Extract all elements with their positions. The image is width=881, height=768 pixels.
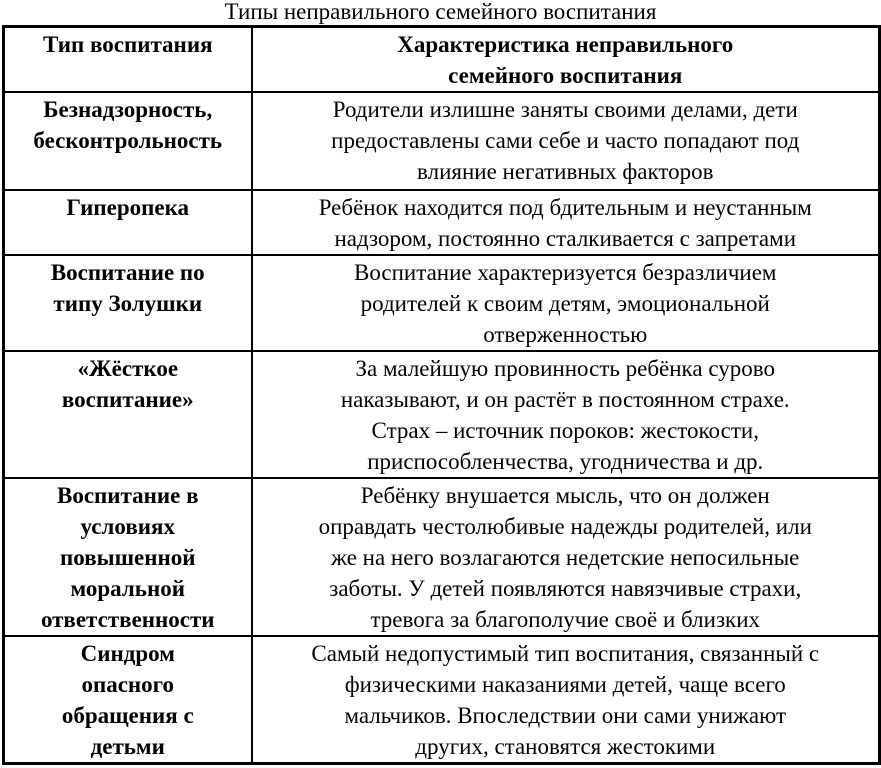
table-row (4, 478, 880, 636)
type-cell: Воспитание в условиях повышенной моральной ответственности (4, 478, 252, 636)
type-cell: Безнадзорность, бесконтрольность (4, 92, 252, 190)
table-caption: Типы неправильного семейного воспитания (224, 0, 657, 24)
table-row (4, 255, 880, 351)
type-cell: Синдром опасного обращения с детьми (4, 636, 252, 764)
header-description: Характеристика неправильного семейного воспитания (252, 27, 880, 93)
header-type: Тип воспитания (4, 27, 252, 93)
description-cell: Ребёнок находится под бдительным и неустанным надзором, постоянно сталкивается с запретами (252, 190, 880, 255)
description-cell: Ребёнку внушается мысль, что он должен оправдать честолюбивые надежды родителей, или же на него возлагаются недетские непосильные заботы. У детей появляются навязчивые страхи, тревога за благополучие своё и близких (252, 478, 880, 636)
parenting-types-table (2, 25, 881, 765)
description-cell: Родители излишне заняты своими делами, дети предоставлены сами себе и часто попадают под влияние негативных факторов (252, 92, 880, 190)
type-cell: Воспитание по типу Золушки (4, 255, 252, 351)
type-cell: Гиперопека (4, 190, 252, 255)
table-row (4, 351, 880, 478)
table-row (4, 636, 880, 764)
type-cell: «Жёсткое воспитание» (4, 351, 252, 478)
description-cell: За малейшую провинность ребёнка сурово наказывают, и он растёт в постоянном страхе. Страх – источник пороков: жестокости, приспособленчества, угодничества и др. (252, 351, 880, 478)
table-header-row (4, 27, 880, 93)
description-cell: Воспитание характеризуется безразличием родителей к своим детям, эмоциональной отверженностью (252, 255, 880, 351)
table-row (4, 92, 880, 190)
description-cell: Самый недопустимый тип воспитания, связанный с физическими наказаниями детей, чаще всего мальчиков. Впоследствии они сами унижают других, становятся жестокими (252, 636, 880, 764)
table-row (4, 190, 880, 255)
